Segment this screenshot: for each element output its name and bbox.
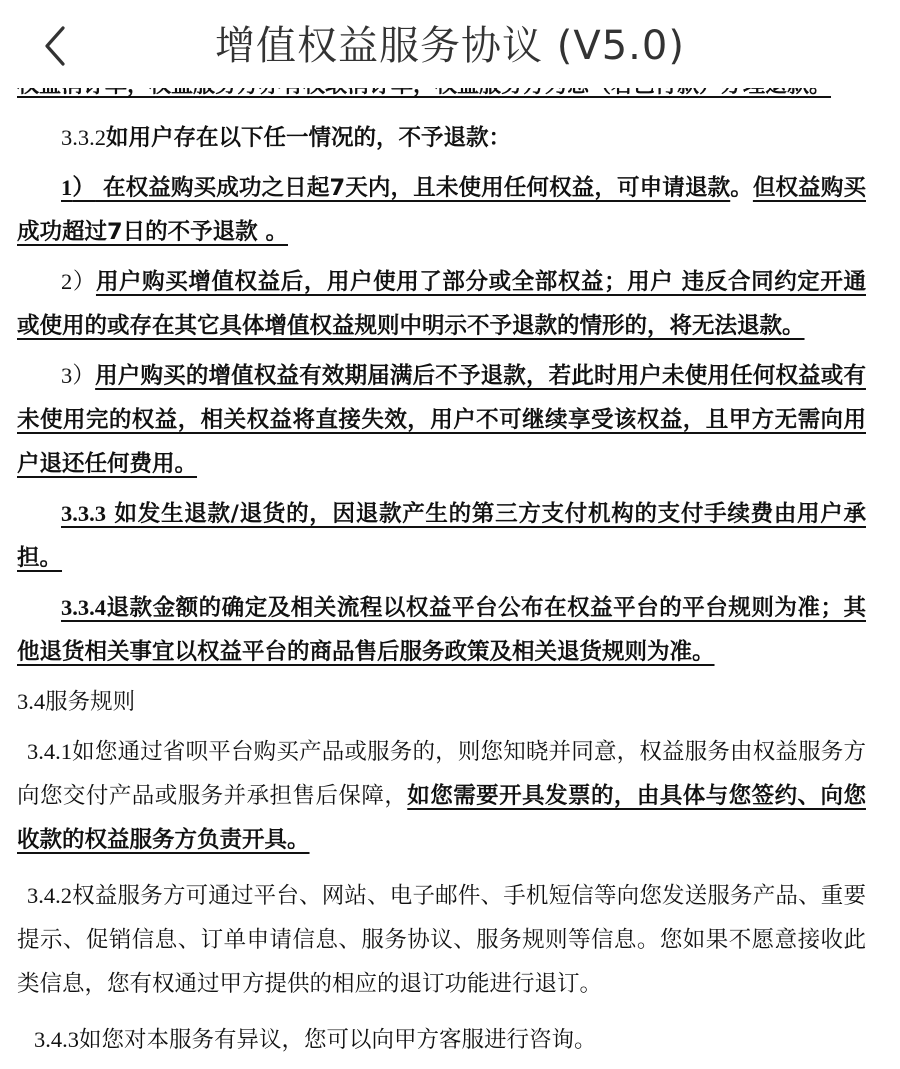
item-text: 用户购买增值权益后，用户使用了部分或全部权益；用户 违反合同约定开通或使用的或存在其它具体增值权益规则中明示不予退款的情形的，将无法退款。 [17,269,866,339]
item-text: 用户购买的增值权益有效期届满后不予退款，若此时用户未使用任何权益或有未使用完的权益，相关权益将直接失效，用户不可继续享受该权益，且甲方无需向用户退还任何费用。 [17,363,866,477]
clause-number: 3.3.3 [61,501,106,526]
clause-number: 3.4.2 [27,883,72,908]
nav-bar [0,0,900,88]
section-3-4-heading [0,680,900,724]
clause-text: 权益服务方可通过平台、网站、电子邮件、手机短信等向您发送服务产品、重要提示、促销信息、订单申请信息、服务协议、服务规则等信息。您如果不愿意接收此类信息，您有权通过甲方提供的相应的退订功能进行退订。 [17,883,866,997]
clause-text-emphasis: 如您需要开具发票的，由具体与您签约、向您收款的权益服务方负责开具。 [17,783,866,853]
item-text-b: 但权益购买成功超过7日的不予退款 。 [17,175,866,245]
clause-number: 3.3.4 [61,595,106,620]
clause-3-3-2 [0,116,900,160]
clause-text: 如您对本服务有异议，您可以向甲方客服进行咨询。 [79,1027,597,1053]
clause-item-3 [0,354,900,486]
agreement-content[interactable] [0,72,900,1062]
clause-text: 如用户存在以下任一情况的，不予退款： [106,125,512,151]
clause-number: 3.4.1 [27,739,72,764]
clause-text: 退款金额的确定及相关流程以权益平台公布在权益平台的平台规则为准；其他退货相关事宜以权益平台的商品售后服务政策及相关退货规则为准。 [17,595,866,665]
clause-number: 3.4.3 [34,1027,79,1052]
clause-3-3-3 [0,492,900,580]
clause-3-4-1 [0,730,900,862]
clause-text: 如您通过省呗平台购买产品或服务的，则您知晓并同意，权益服务由权益服务方向您交付产品或服务并承担售后保障， [17,739,866,809]
section-title: 服务规则 [45,689,136,715]
section-number: 3.4 [17,689,46,714]
item-number: 2） [61,269,96,294]
item-number: 3） [61,363,96,388]
clause-3-4-3 [0,1018,900,1062]
item-paren: ） [72,175,96,201]
clause-text: 如发生退款/退货的，因退款产生的第三方支付机构的支付手续费由用户承担。 [17,501,866,571]
clause-number: 3.3.2 [61,125,106,150]
clause-item-1 [0,166,900,254]
page-title: 增值权益服务协议 (V5.0) [215,23,685,69]
item-text-a: 在权益购买成功之日起7天内，且未使用任何权益，可申请退款 [95,175,731,201]
clause-3-3-4 [0,586,900,674]
item-number: 1 [61,175,73,200]
clause-3-4-2 [0,874,900,1006]
item-period: 。 [730,175,753,201]
clause-item-2 [0,260,900,348]
